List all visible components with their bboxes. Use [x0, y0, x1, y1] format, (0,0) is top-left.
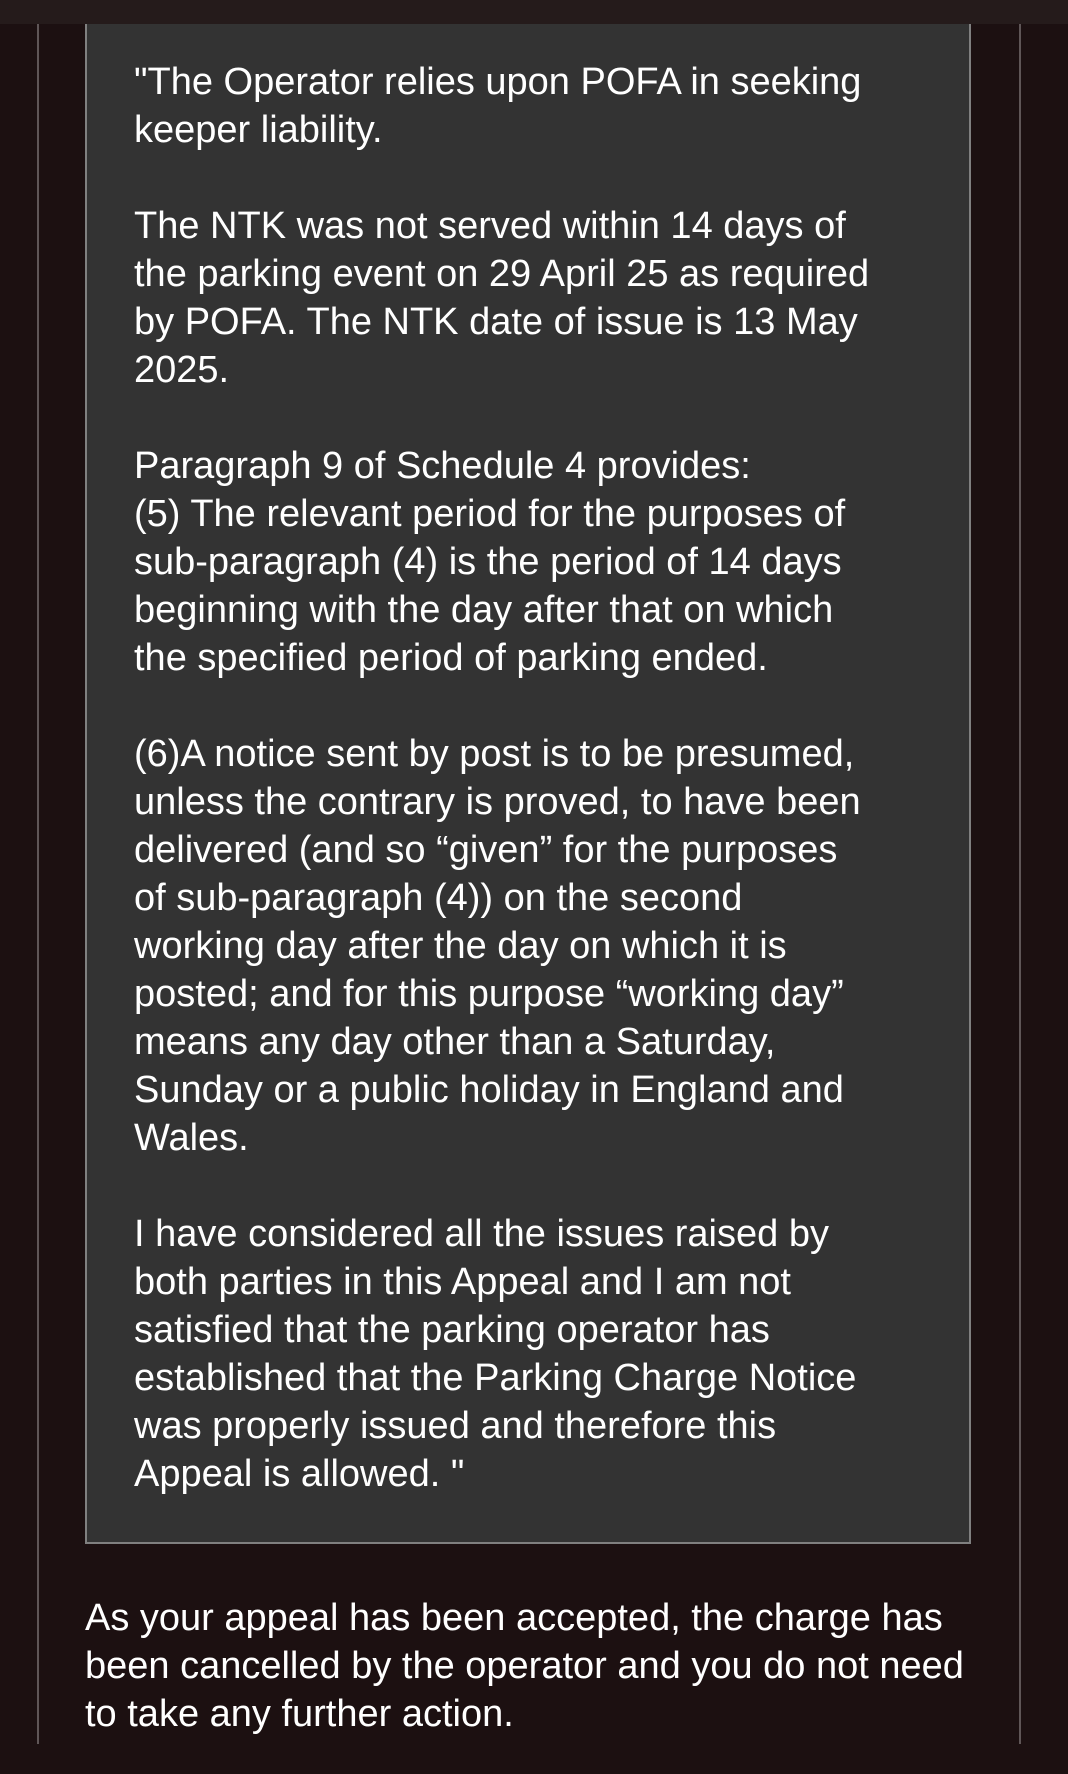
- closing-message: As your appeal has been accepted, the charge has been cancelled by the operator and you do not need to take any further action.: [85, 1597, 964, 1735]
- quoted-decision-block: [85, 24, 971, 1544]
- right-rail-divider: [1019, 24, 1021, 1744]
- left-rail-divider: [37, 24, 39, 1744]
- quote-paragraph-notice-by-post: (6)A notice sent by post is to be presumed, unless the contrary is proved, to have been delivered (and so “given” for the purposes of sub-paragraph (4)) on the second working day after the day on which it is posted; and for this purpose “working day” means any day other than a Saturday, Sunday or a public holiday in England and Wales.: [134, 733, 861, 1159]
- quote-paragraph-schedule-4: Paragraph 9 of Schedule 4 provides: (5) The relevant period for the purposes of sub-paragraph (4) is the period of 14 days beginning with the day after that on which the specified period of parking ended.: [134, 445, 846, 679]
- quote-paragraph-pofa: "The Operator relies upon POFA in seeking keeper liability.: [134, 61, 862, 151]
- quote-paragraph-conclusion: I have considered all the issues raised by both parties in this Appeal and I am not satisfied that the parking operator has established that the Parking Charge Notice was properly issued and therefore this Appeal is allowed. ": [134, 1213, 857, 1495]
- quote-paragraph-ntk: The NTK was not served within 14 days of the parking event on 29 April 25 as required by POFA. The NTK date of issue is 13 May 2025.: [134, 205, 870, 391]
- top-bar: [0, 0, 1068, 24]
